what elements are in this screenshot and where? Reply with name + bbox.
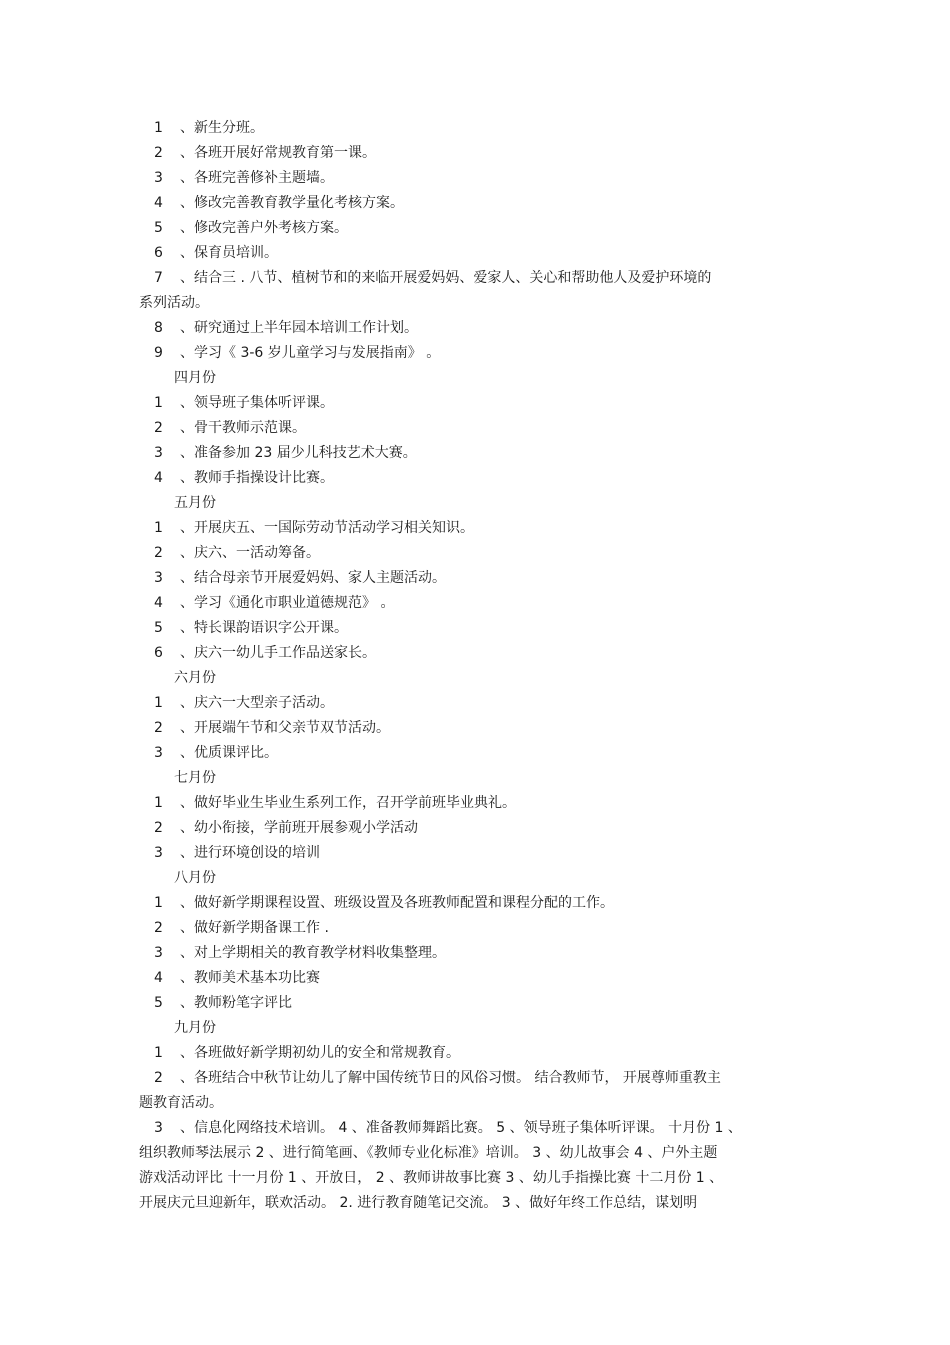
list-item [154,918,329,938]
list-item-number: 1 [154,520,163,536]
list-item-number: 2 [154,420,163,436]
list-item [154,168,334,188]
list-item-text: 、各班完善修补主题墙。 [180,170,334,186]
list-item-number: 1 [154,120,163,136]
list-item-text: 、庆六一大型亲子活动。 [180,695,334,711]
list-item-number: 3 [154,445,163,461]
list-item-text: 、做好新学期备课工作 . [180,920,329,936]
list-item [154,718,390,738]
list-item [154,843,320,863]
list-item [154,993,292,1013]
list-item-number: 3 [154,170,163,186]
list-item-text: 、各班开展好常规教育第一课。 [180,145,376,161]
list-item-number: 2 [154,545,163,561]
list-item [154,643,376,663]
month-heading: 六月份 [174,670,216,686]
list-item-text: 、准备参加 23 届少儿科技艺术大赛。 [180,445,417,461]
list-item-text: 、修改完善教育教学量化考核方案。 [180,195,404,211]
list-item [154,743,278,763]
list-item [154,193,404,213]
list-item-number: 5 [154,995,163,1011]
list-item-text: 、教师粉笔字评比 [180,995,292,1011]
paragraph-line: 游戏活动评比 十一月份 1 、开放日， 2 、教师讲故事比赛 3 、幼儿手指操比赛 十二月份 1 、 [139,1170,724,1186]
list-item-text: 、做好新学期课程设置、班级设置及各班教师配置和课程分配的工作。 [180,895,614,911]
list-item [154,943,446,963]
list-item [154,893,614,913]
list-item-text: 、结合母亲节开展爱妈妈、家人主题活动。 [180,570,446,586]
list-item [154,968,320,988]
list-item-number: 8 [154,320,163,336]
month-heading: 七月份 [174,770,216,786]
list-item-number: 2 [154,820,163,836]
list-item [154,593,394,613]
list-item-text: 、幼小衔接，学前班开展参观小学活动 [180,820,418,836]
list-item-text: 、学习《 3-6 岁儿童学习与发展指南》 。 [180,345,441,361]
list-item-number: 1 [154,1045,163,1061]
list-item-text: 、研究通过上半年园本培训工作计划。 [180,320,418,336]
list-item [154,318,418,338]
list-item-text: 、教师美术基本功比赛 [180,970,320,986]
list-item-number: 4 [154,195,163,211]
list-item [154,693,334,713]
list-item-number: 2 [154,1070,163,1086]
list-item-number: 2 [154,920,163,936]
list-item-text: 、优质课评比。 [180,745,278,761]
month-heading: 九月份 [174,1020,216,1036]
list-item-text: 、进行环境创设的培训 [180,845,320,861]
list-item [154,618,348,638]
list-item-number: 3 [154,945,163,961]
list-item-number: 5 [154,620,163,636]
list-item-number: 1 [154,795,163,811]
list-item-number: 3 [154,845,163,861]
list-item-text: 、骨干教师示范课。 [180,420,306,436]
list-item-number: 3 [154,570,163,586]
list-item [154,793,516,813]
list-item-number: 1 [154,395,163,411]
list-item-text: 、庆六、一活动筹备。 [180,545,320,561]
list-item-text: 、特长课韵语识字公开课。 [180,620,348,636]
list-item [154,543,320,563]
list-item-text: 、做好毕业生毕业生系列工作，召开学前班毕业典礼。 [180,795,516,811]
list-item-number: 4 [154,595,163,611]
paragraph-line: 系列活动。 [139,295,209,311]
list-item-number: 1 [154,695,163,711]
list-item [154,118,264,138]
list-item-number: 3 [154,745,163,761]
month-heading: 八月份 [174,870,216,886]
list-item [154,1118,742,1138]
list-item [154,143,376,163]
list-item [154,518,474,538]
list-item-number: 7 [154,270,163,286]
list-item-text: 、信息化网络技术培训。 4 、准备教师舞蹈比赛。 5 、领导班子集体听评课。 十月份 1 、 [180,1120,742,1136]
month-heading: 四月份 [174,370,216,386]
list-item [154,268,711,288]
list-item-text: 、修改完善户外考核方案。 [180,220,348,236]
list-item-text: 、领导班子集体听评课。 [180,395,334,411]
list-item-number: 6 [154,645,163,661]
list-item-number: 3 [154,1120,163,1136]
list-item [154,1068,721,1088]
list-item-number: 5 [154,220,163,236]
list-item-text: 、新生分班。 [180,120,264,136]
list-item-number: 6 [154,245,163,261]
list-item-text: 、结合三 . 八节、植树节和的来临开展爱妈妈、爱家人、关心和帮助他人及爱护环境的 [180,270,712,286]
paragraph-line: 组织教师琴法展示 2 、进行简笔画、《教师专业化标准》培训。 3 、幼儿故事会 4 、户外主题 [139,1145,718,1161]
list-item-number: 4 [154,970,163,986]
paragraph-line: 开展庆元旦迎新年，联欢活动。 2. 进行教育随笔记交流。 3 、做好年终工作总结，谋划明 [139,1195,698,1211]
list-item-text: 、开展庆五、一国际劳动节活动学习相关知识。 [180,520,474,536]
list-item-text: 、各班结合中秋节让幼儿了解中国传统节日的风俗习惯。 结合教师节， 开展尊师重教主 [180,1070,721,1086]
list-item-number: 2 [154,145,163,161]
paragraph-line: 题教育活动。 [139,1095,223,1111]
list-item-number: 4 [154,470,163,486]
list-item [154,393,334,413]
list-item-text: 、各班做好新学期初幼儿的安全和常规教育。 [180,1045,460,1061]
list-item-number: 9 [154,345,163,361]
list-item [154,443,417,463]
list-item-text: 、保育员培训。 [180,245,278,261]
list-item [154,818,418,838]
list-item [154,343,440,363]
list-item [154,1043,460,1063]
month-heading: 五月份 [174,495,216,511]
list-item-text: 、对上学期相关的教育教学材料收集整理。 [180,945,446,961]
list-item [154,568,446,588]
list-item-number: 2 [154,720,163,736]
list-item-number: 1 [154,895,163,911]
list-item-text: 、教师手指操设计比赛。 [180,470,334,486]
list-item [154,468,334,488]
list-item-text: 、庆六一幼儿手工作品送家长。 [180,645,376,661]
list-item [154,418,306,438]
list-item [154,243,278,263]
list-item-text: 、开展端午节和父亲节双节活动。 [180,720,390,736]
list-item [154,218,348,238]
list-item-text: 、学习《通化市职业道德规范》 。 [180,595,395,611]
